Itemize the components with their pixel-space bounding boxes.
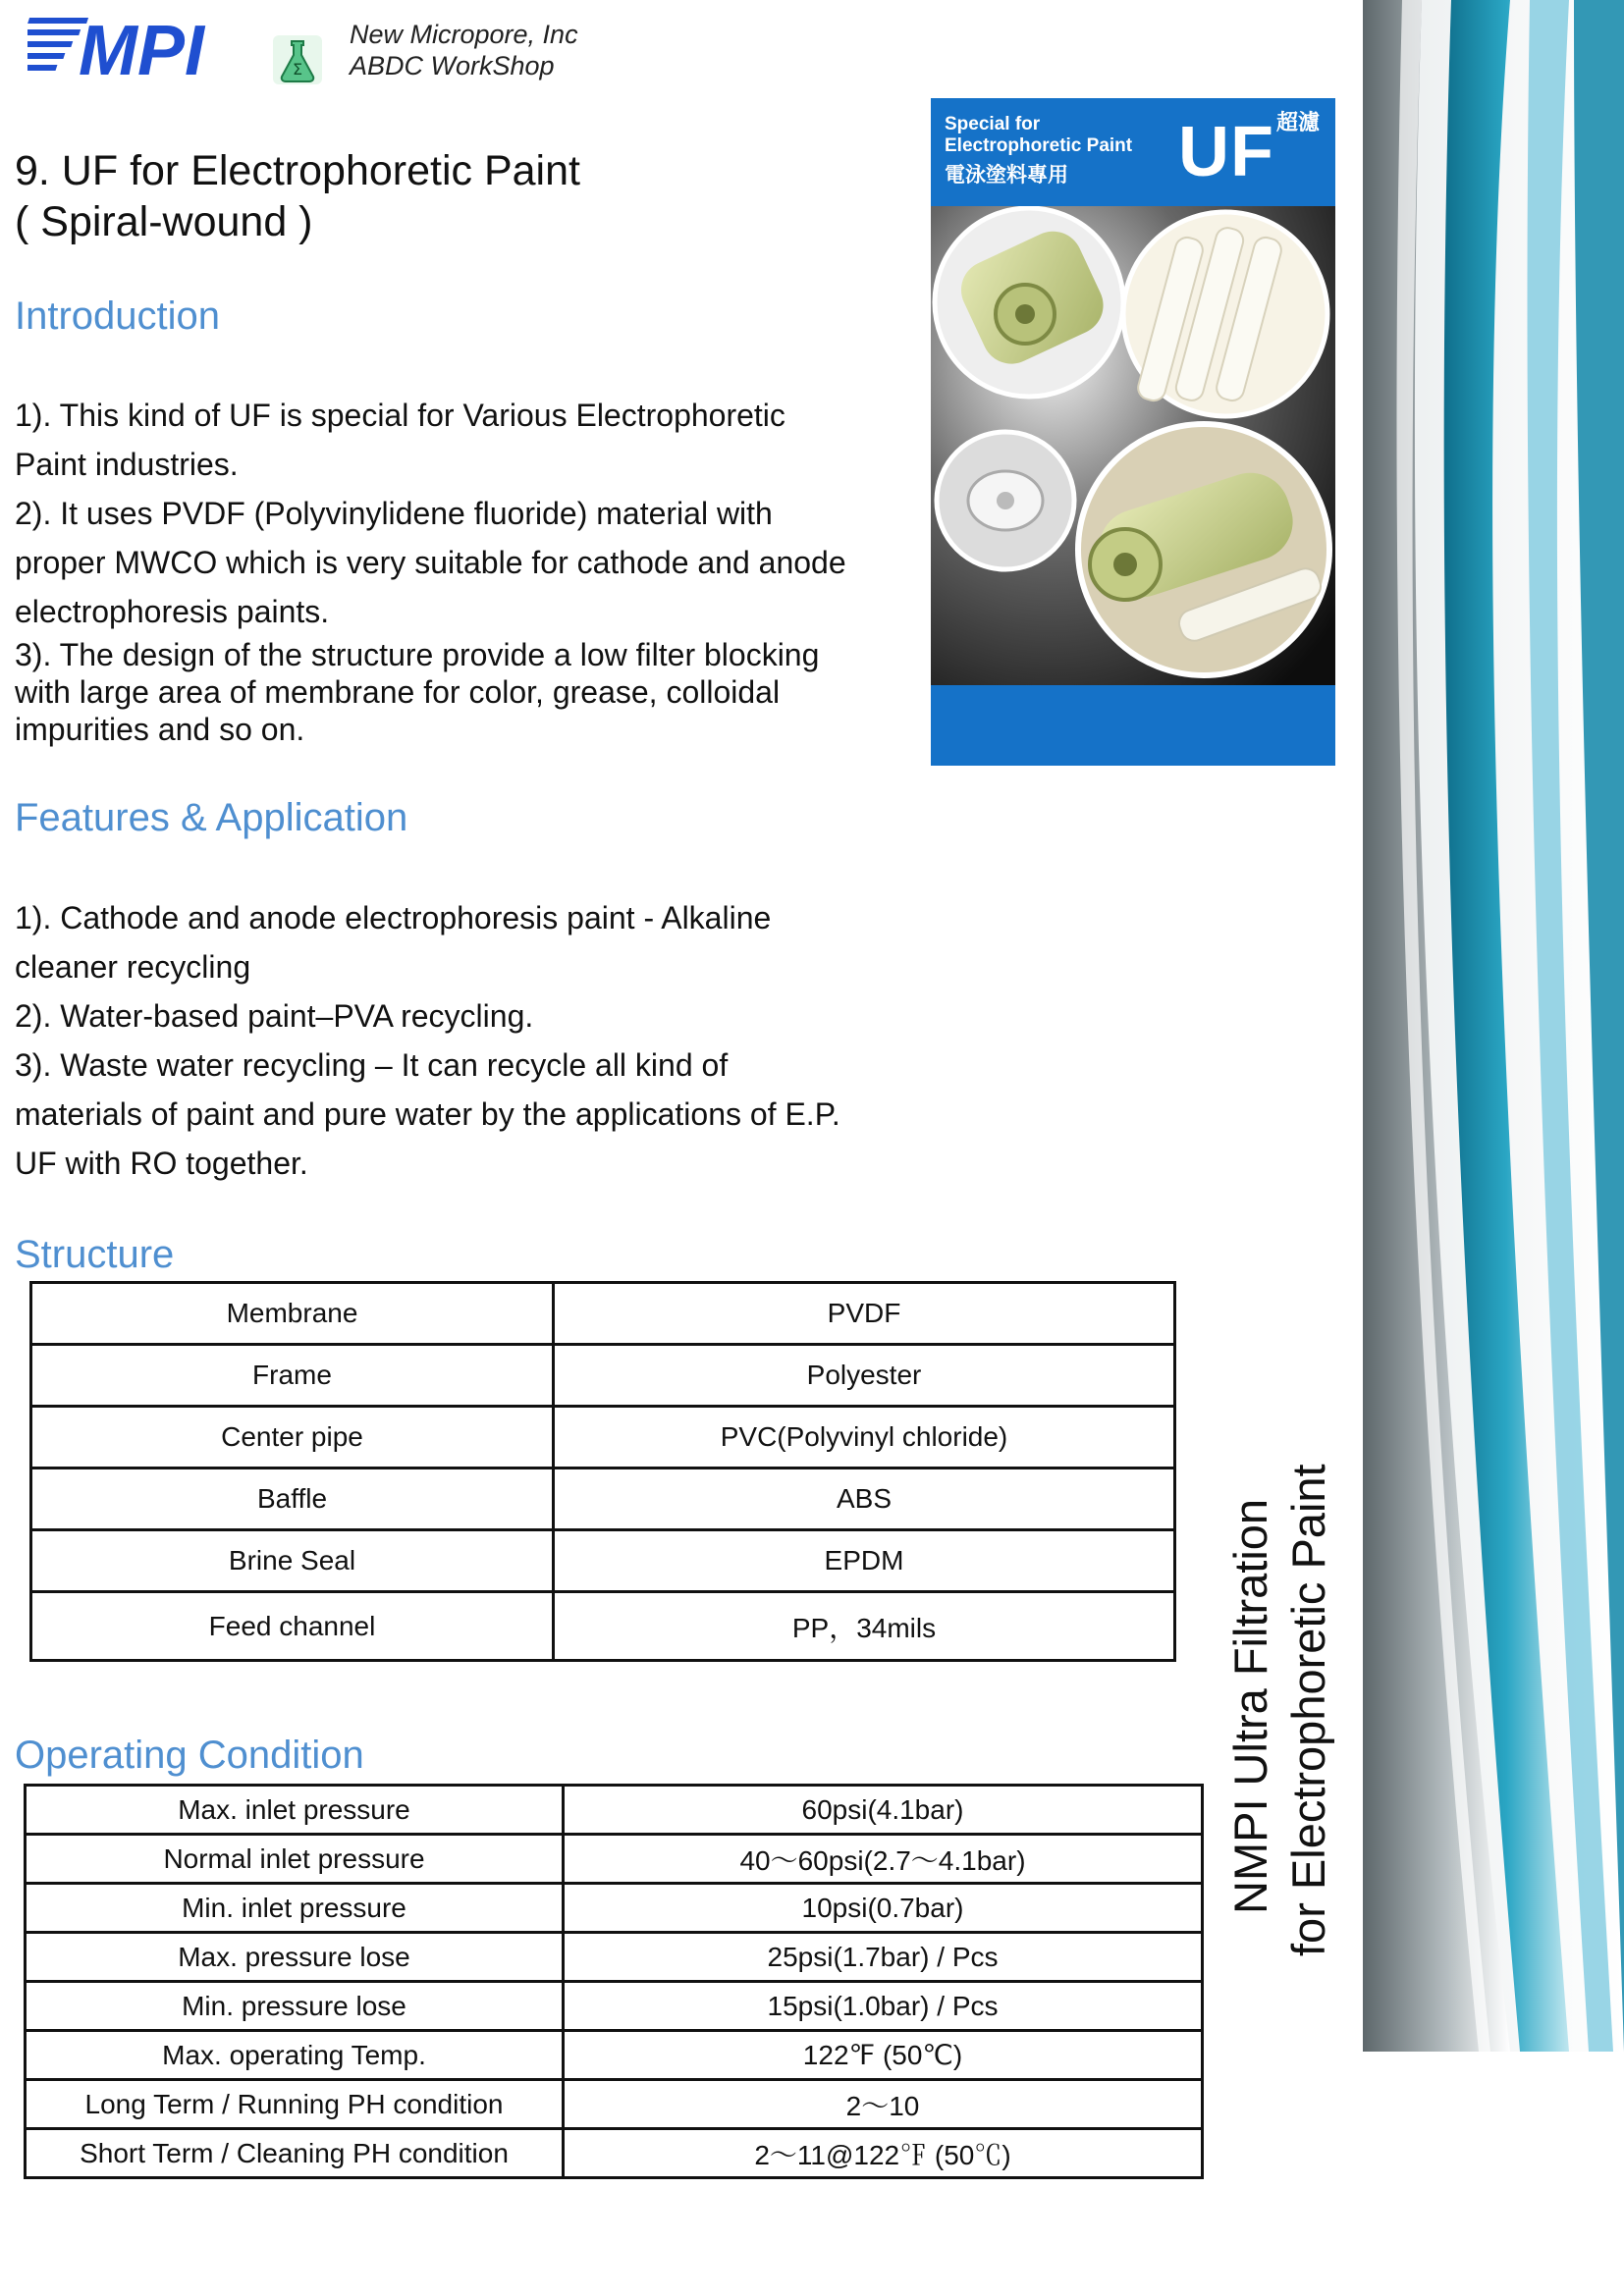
intro-item-3-line-3: impurities and so on. — [15, 712, 305, 747]
page-title: 9. UF for Electrophoretic Paint — [15, 147, 580, 194]
table-cell-label: Normal inlet pressure — [26, 1835, 564, 1884]
page-subtitle: ( Spiral-wound ) — [15, 198, 313, 245]
intro-item-2-line-2: proper MWCO which is very suitable for cathode and anode — [15, 545, 846, 580]
intro-item-2-line-1: 2). It uses PVDF (Polyvinylidene fluoride) material with — [15, 496, 773, 531]
intro-item-3-line-2: with large area of membrane for color, grease, colloidal — [15, 674, 781, 710]
intro-item-2-line-3: electrophoresis paints. — [15, 594, 330, 629]
company-name: New Micropore, Inc — [350, 20, 578, 49]
table-row — [26, 1835, 1203, 1884]
table-cell-value: EPDM — [554, 1530, 1175, 1592]
table-row — [26, 1786, 1203, 1835]
product-uf-label: UF — [1178, 113, 1274, 191]
intro-item-1-line-2: Paint industries. — [15, 447, 239, 482]
feature-item-3-line-3: UF with RO together. — [15, 1146, 308, 1181]
table-cell-label: Max. operating Temp. — [26, 2031, 564, 2080]
structure-heading: Structure — [15, 1233, 175, 1276]
table-row — [26, 1884, 1203, 1933]
table-cell-label: Min. inlet pressure — [26, 1884, 564, 1933]
operating-condition-heading: Operating Condition — [15, 1734, 364, 1777]
table-cell-value: 2～10 — [564, 2080, 1203, 2129]
feature-item-2-line-1: 2). Water-based paint–PVA recycling. — [15, 998, 534, 1034]
structure-table — [29, 1281, 1176, 1662]
table-row — [31, 1407, 1175, 1468]
table-cell-value: 122℉ (50℃) — [564, 2031, 1203, 2080]
table-cell-label: Short Term / Cleaning PH condition — [26, 2129, 564, 2178]
product-chinese-tag: 超濾 — [1276, 110, 1321, 134]
table-cell-label: Brine Seal — [31, 1530, 554, 1592]
table-cell-value: PVDF — [554, 1283, 1175, 1345]
table-cell-label: Frame — [31, 1345, 554, 1407]
table-cell-label: Baffle — [31, 1468, 554, 1530]
table-cell-label: Membrane — [31, 1283, 554, 1345]
table-cell-label: Max. inlet pressure — [26, 1786, 564, 1835]
introduction-text — [15, 391, 898, 636]
feature-item-3-line-2: materials of paint and pure water by the applications of E.P. — [15, 1096, 840, 1132]
table-row — [31, 1530, 1175, 1592]
table-cell-value: 25psi(1.7bar) / Pcs — [564, 1933, 1203, 1982]
table-row — [26, 1933, 1203, 1982]
table-row — [31, 1592, 1175, 1661]
table-cell-label: Long Term / Running PH condition — [26, 2080, 564, 2129]
side-title-line-1: NMPI Ultra Filtration — [1224, 1498, 1276, 1914]
table-cell-value: 10psi(0.7bar) — [564, 1884, 1203, 1933]
product-chinese-label: 電泳塗料專用 — [945, 164, 1068, 187]
feature-item-1-line-2: cleaner recycling — [15, 949, 251, 985]
table-row — [26, 2080, 1203, 2129]
table-cell-value: 2～11@122℉ (50℃) — [564, 2129, 1203, 2178]
workshop-name: ABDC WorkShop — [350, 51, 555, 80]
table-cell-value: PP，34mils — [554, 1592, 1175, 1661]
decorative-ribbon — [1363, 0, 1624, 2052]
operating-condition-table — [24, 1784, 1204, 2179]
table-row — [31, 1345, 1175, 1407]
table-cell-value: ABS — [554, 1468, 1175, 1530]
features-heading: Features & Application — [15, 796, 408, 839]
introduction-text-2 — [15, 636, 898, 748]
intro-item-1-line-1: 1). This kind of UF is special for Various Electrophoretic — [15, 398, 785, 433]
table-cell-value: Polyester — [554, 1345, 1175, 1407]
svg-text:Σ: Σ — [292, 60, 303, 79]
nmpi-logo — [27, 12, 271, 84]
table-row — [31, 1468, 1175, 1530]
table-cell-value: PVC(Polyvinyl chloride) — [554, 1407, 1175, 1468]
intro-item-3-line-1: 3). The design of the structure provide a low filter blocking — [15, 637, 820, 672]
table-row — [26, 2129, 1203, 2178]
table-cell-value: 40～60psi(2.7～4.1bar) — [564, 1835, 1203, 1884]
table-cell-value: 15psi(1.0bar) / Pcs — [564, 1982, 1203, 2031]
product-special-label: Special for — [945, 114, 1041, 134]
features-text — [15, 893, 898, 1188]
flask-icon — [273, 35, 322, 84]
table-row — [26, 2031, 1203, 2080]
introduction-heading: Introduction — [15, 294, 221, 338]
table-cell-label: Max. pressure lose — [26, 1933, 564, 1982]
table-cell-label: Feed channel — [31, 1592, 554, 1661]
table-row — [31, 1283, 1175, 1345]
product-image — [931, 98, 1335, 766]
table-cell-label: Center pipe — [31, 1407, 554, 1468]
side-title-line-2: for Electrophoretic Paint — [1282, 1464, 1334, 1956]
feature-item-3-line-1: 3). Waste water recycling – It can recycle all kind of — [15, 1047, 729, 1083]
table-cell-label: Min. pressure lose — [26, 1982, 564, 2031]
svg-text:MPI: MPI — [79, 12, 205, 84]
feature-item-1-line-1: 1). Cathode and anode electrophoresis paint - Alkaline — [15, 900, 772, 935]
product-special-label-2: Electrophoretic Paint — [945, 135, 1133, 156]
table-row — [26, 1982, 1203, 2031]
membrane-photo — [931, 206, 1335, 685]
table-cell-value: 60psi(4.1bar) — [564, 1786, 1203, 1835]
